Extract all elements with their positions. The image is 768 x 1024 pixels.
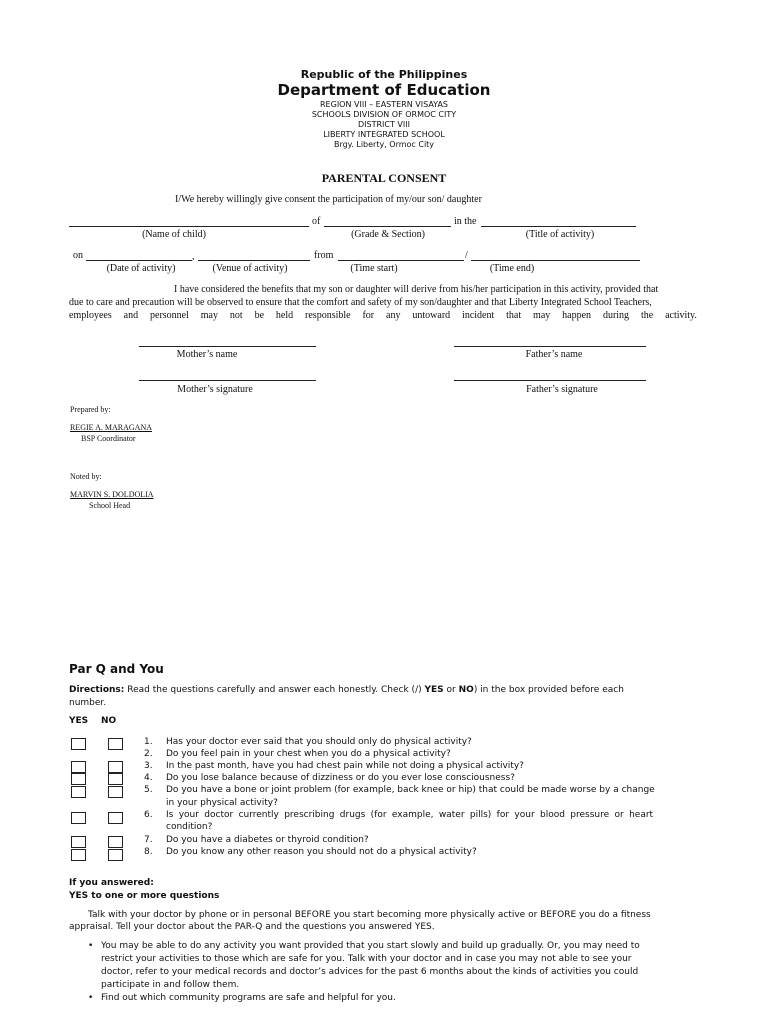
noter-role: School Head: [89, 501, 131, 510]
q8-no-checkbox[interactable]: [108, 849, 123, 861]
directions-yes: YES: [424, 685, 444, 695]
consent-body-line-1: I have considered the benefits that my son or daughter will derive from his/her participation in this activity, provided that: [174, 284, 659, 295]
q6-yes-checkbox[interactable]: [71, 812, 86, 824]
q8-yes-checkbox[interactable]: [71, 849, 86, 861]
consent-body-line-2: due to care and precaution will be observed to ensure that the comfort and safety of my son/daughter and that Liberty Integrated School Teachers,: [69, 297, 652, 308]
q4-no-checkbox[interactable]: [108, 773, 123, 785]
father-name-label: Father’s name: [525, 349, 583, 360]
mother-signature-line[interactable]: [139, 380, 316, 381]
label-time-start: (Time start): [350, 263, 398, 274]
if-answered-heading: If you answered:: [69, 878, 154, 888]
venue-blank[interactable]: [198, 260, 310, 261]
q6-no-checkbox[interactable]: [108, 812, 123, 824]
child-name-blank[interactable]: [69, 226, 309, 227]
date-blank[interactable]: [86, 260, 192, 261]
question-number: 7.: [144, 835, 153, 845]
q7-no-checkbox[interactable]: [108, 836, 123, 848]
bullet-dot-icon: •: [88, 993, 94, 1003]
directions-label: Directions:: [69, 685, 125, 695]
time-end-blank[interactable]: [471, 260, 640, 261]
bullet-2-line-1: Find out which community programs are safe and helpful for you.: [101, 993, 396, 1003]
label-title-of-activity: (Title of activity): [525, 229, 595, 240]
question-text: Do you feel pain in your chest when you do a physical activity?: [166, 749, 451, 759]
talk-line-1: Talk with your doctor by phone or in personal BEFORE you start becoming more physically active or BEFORE you do a fitness: [88, 910, 651, 920]
question-text: Do you have a bone or joint problem (for example, back knee or hip) that could be made worse by a change: [166, 785, 655, 795]
column-header-yes: YES: [69, 716, 89, 726]
noted-by-label: Noted by:: [70, 472, 102, 481]
mother-name-label: Mother’s name: [176, 349, 238, 360]
district-line: DISTRICT VIII: [358, 120, 410, 129]
prepared-by-label: Prepared by:: [70, 405, 111, 414]
label-date-of-activity: (Date of activity): [106, 263, 176, 274]
from-word: from: [314, 250, 334, 261]
question-text: Is your doctor currently prescribing drugs (for example, water pills) for your blood pressure or heart: [166, 810, 654, 820]
grade-section-blank[interactable]: [324, 226, 451, 227]
directions-no: NO: [458, 685, 474, 695]
preparer-name: REGIE A. MARAGANA: [70, 423, 152, 432]
father-signature-line[interactable]: [454, 380, 646, 381]
q4-yes-checkbox[interactable]: [71, 773, 86, 785]
time-start-blank[interactable]: [338, 260, 464, 261]
parq-directions: [69, 685, 698, 695]
address-line: Brgy. Liberty, Ormoc City: [333, 140, 435, 149]
preparer-role: BSP Coordinator: [81, 434, 136, 443]
bullet-1-line-4: participate in and follow them.: [101, 980, 240, 990]
activity-title-blank[interactable]: [481, 226, 636, 227]
consent-intro: I/We hereby willingly give consent the participation of my/our son/ daughter: [175, 194, 482, 205]
q1-no-checkbox[interactable]: [108, 738, 123, 750]
department-heading: Department of Education: [277, 81, 491, 99]
bullet-dot-icon: •: [88, 941, 94, 951]
column-header-no: NO: [101, 716, 117, 726]
consent-title: PARENTAL CONSENT: [321, 171, 447, 185]
question-number: 2.: [144, 749, 153, 759]
father-name-line[interactable]: [454, 346, 646, 347]
in-the-word: in the: [454, 216, 477, 227]
directions-or: or: [446, 685, 456, 695]
q5-yes-checkbox[interactable]: [71, 786, 86, 798]
region-line: REGION VIII – EASTERN VISAYAS: [320, 100, 448, 109]
yes-heading: YES to one or more questions: [69, 891, 220, 901]
question-number: 4.: [144, 773, 153, 783]
school-line: LIBERTY INTEGRATED SCHOOL: [323, 130, 445, 139]
label-grade-section: (Grade & Section): [351, 229, 425, 240]
label-venue-of-activity: (Venue of activity): [212, 263, 288, 274]
question-text-continued: in your physical activity?: [166, 798, 278, 808]
question-text: In the past month, have you had chest pain while not doing a physical activity?: [166, 761, 524, 771]
question-number: 3.: [144, 761, 153, 771]
question-text: Do you lose balance because of dizziness or do you ever lose consciousness?: [166, 773, 515, 783]
question-number: 5.: [144, 785, 153, 795]
division-line: SCHOOLS DIVISION OF ORMOC CITY: [311, 110, 457, 119]
bullet-1-line-2: restrict your activities to those which are safe for you. Talk with your doctor and in case you may not able to see your: [101, 954, 632, 964]
slash: /: [465, 250, 468, 261]
on-word: on: [73, 250, 83, 261]
father-signature-label: Father’s signature: [526, 384, 598, 395]
mother-name-line[interactable]: [139, 346, 316, 347]
directions-continuation: number.: [69, 698, 107, 708]
directions-text-a: Read the questions carefully and answer each honestly. Check (/): [127, 685, 422, 695]
bullet-1-line-1: You may be able to do any activity you want provided that you start slowly and build up gradually. Or, you may need to: [101, 941, 640, 951]
noter-name: MARVIN S. DOLDOLIA: [70, 490, 154, 499]
q5-no-checkbox[interactable]: [108, 786, 123, 798]
mother-signature-label: Mother’s signature: [177, 384, 253, 395]
talk-line-2: appraisal. Tell your doctor about the PAR-Q and the questions you answered YES.: [69, 922, 435, 932]
question-number: 1.: [144, 737, 153, 747]
bullet-1-line-3: doctor, refer to your medical records and doctor’s advices for the past 6 months about the kinds of activities you could: [101, 967, 639, 977]
comma: ,: [192, 251, 195, 262]
q3-yes-checkbox[interactable]: [71, 761, 86, 773]
question-text: Do you have a diabetes or thyroid condition?: [166, 835, 369, 845]
q1-yes-checkbox[interactable]: [71, 738, 86, 750]
directions-text-b: ) in the box provided before each: [473, 685, 624, 695]
label-time-end: (Time end): [489, 263, 535, 274]
republic-heading: Republic of the Philippines: [300, 68, 468, 81]
question-number: 8.: [144, 847, 153, 857]
label-name-of-child: (Name of child): [142, 229, 206, 240]
q3-no-checkbox[interactable]: [108, 761, 123, 773]
question-number: 6.: [144, 810, 153, 820]
question-text: Has your doctor ever said that you should only do physical activity?: [166, 737, 472, 747]
question-text: Do you know any other reason you should not do a physical activity?: [166, 847, 477, 857]
of-word: of: [312, 216, 321, 227]
question-text-continued: condition?: [166, 822, 213, 832]
parq-title: Par Q and You: [69, 662, 164, 676]
consent-body-line-3: employees and personnel may not be held responsible for any untoward incident that may happen during the activity.: [69, 310, 697, 321]
q7-yes-checkbox[interactable]: [71, 836, 86, 848]
